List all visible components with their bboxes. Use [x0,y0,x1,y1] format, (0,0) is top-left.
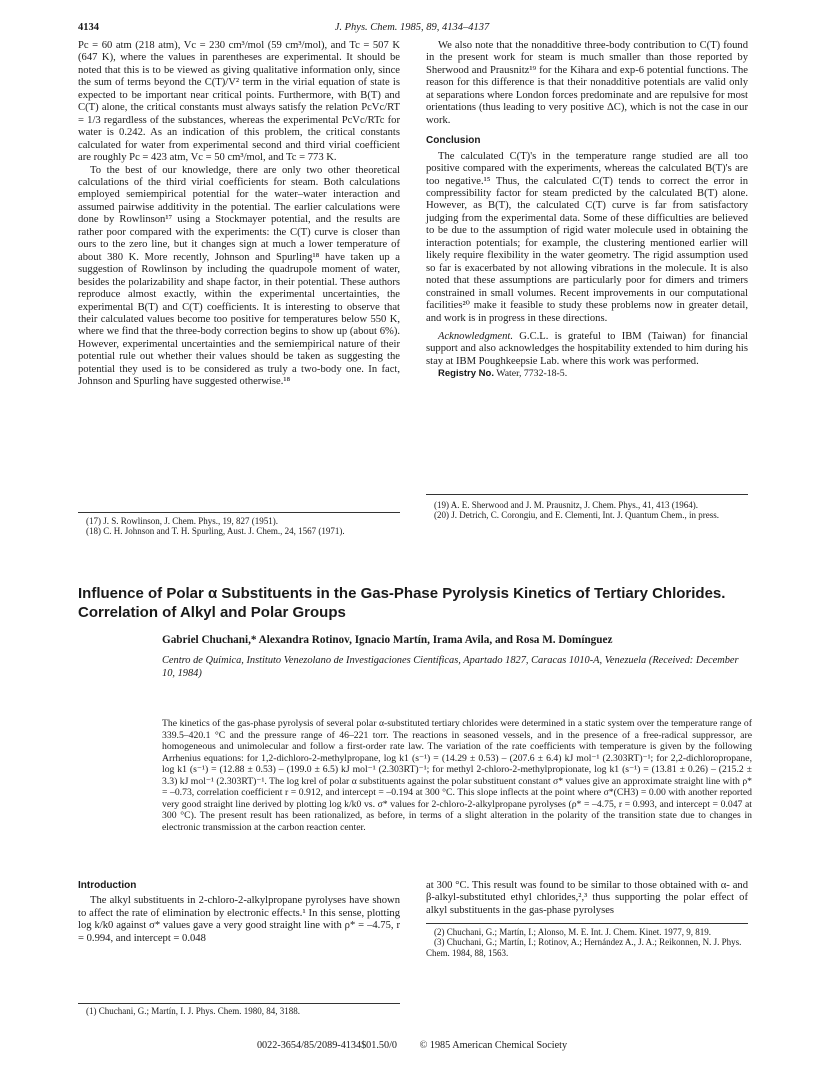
footnote-rule [78,1003,400,1004]
article-abstract: The kinetics of the gas-phase pyrolysis of several polar α-substituted tertiary chlorides were determined in a static system over the temperature range of 339.5–420.1 °C and the pressure range of 46–221 torr. The reactions in seasoned vessels, and in the presence of a free-radical suppressor, are homogeneous and unimolecular and follow a first-order rate law. The variation of the rate coefficients with temperature is given by the following Arrhenius equations: for 1,2-dichloro-2-methylpropane, log k1 (s⁻¹) = (14.29 ± 0.53) – (207.6 ± 6.4) kJ mol⁻¹ (2.303RT)⁻¹; for 2,2-dichloropropane, log k1 (s⁻¹) = (12.88 ± 0.53) – (199.0 ± 6.5) kJ mol⁻¹ (2.303RT)⁻¹; for methyl 2-chloro-2-methylpropionate, log k1 (s⁻¹) = (13.81 ± 0.26) – (215.2 ± 3.3) kJ mol⁻¹ (2.303RT)⁻¹. The log krel of polar α substituents against the polar substituent constant σ* values give an approximate straight line with ρ* = –0.73, correlation coefficient r = 0.912, and intercept = –0.194 at 300 °C. This slope inflects at the point where σ*(CH3) = 0.00 with another reported very good straight line derived by plotting log k/k0 vs. σ* values for 2-chloro-2-alkylpropane pyrolyses (ρ* = –4.75, r = 0.993, and intercept = 0.047 at 300 °C). The present result has been rationalized, as before, in terms of a slight alteration in the polarity of the transition state due to changes in electronic transmission at the carbon reaction center. [162,718,752,833]
section-heading-conclusion: Conclusion [426,135,481,147]
paragraph: Pc = 60 atm (218 atm), Vc = 230 cm³/mol (59 cm³/mol), and Tc = 507 K (647 K), where the values in parentheses are experimental. It should be noted that this is to be viewed as giving qualitative information only, since the sum of terms beyond the C(T)/V² term in the virial equation of state is expected to be important near critical points. Furthermore, with B(T) and C(T) alone, the critical constants must always satisfy the relation PcVc/RT = 1/3 regardless of the substances, whereas the experimental PcVc/RTc for water is 0.242. As an indication of this problem, the critical constants calculated for water from experimental second and third virial coefficient are roughly Pc = 423 atm, Vc = 50 cm³/mol, and Tc = 773 K. [78,40,400,164]
acknowledgment-text: G.C.L. is grateful to IBM (Taiwan) for financial support and also acknowledges the hospitability extended to him during his stay at IBM Poughkeepsie Lab. where this work was performed. [426,330,748,367]
footnote: (2) Chuchani, G.; Martín, I.; Alonso, M. E. Int. J. Chem. Kinet. 1977, 9, 819. [434,927,711,937]
footnotes-right-bottom [426,927,748,958]
page-footer [78,1040,746,1051]
running-header [78,22,746,38]
article-authors: Gabriel Chuchani,* Alexandra Rotinov, Ignacio Martín, Irama Avila, and Rosa M. Domínguez [162,634,613,646]
paragraph: at 300 °C. This result was found to be similar to those obtained with α- and β-alkyl-substituted ethyl chlorides,²,³ thus supporting the polar effect of alkyl substituents in the gas-phase pyrolyses [426,880,748,916]
footnote-rule [426,494,748,495]
affiliation-text: Centro de Química, Instituto Venezolano de Investigaciones Científicas, Apartado 1827, Caracas 1010-A, Venezuela [162,655,647,666]
footnote: (19) A. E. Sherwood and J. M. Prausnitz, J. Chem. Phys., 41, 413 (1964). [434,500,698,510]
right-column-bottom [426,880,748,917]
journal-reference: J. Phys. Chem. 1985, 89, 4134–4137 [334,22,490,33]
article-title: Influence of Polar α Substituents in the Gas-Phase Pyrolysis Kinetics of Tertiary Chlorides. Correlation of Alkyl and Polar Groups [78,585,726,621]
footnote-rule [78,512,400,513]
footnote: (17) J. S. Rowlinson, J. Chem. Phys., 19, 827 (1951). [86,516,279,526]
paragraph: The alkyl substituents in 2-chloro-2-alkylpropane pyrolyses have shown to affect the rate of elimination by electronic effects.¹ In this sense, plotting log k/k0 against σ* values gave a very good straight line with ρ* = –4.75, r = 0.994, and intercept = 0.048 [78,895,400,944]
paragraph: The calculated C(T)'s in the temperature range studied are all too positive compared with the experiments, whereas the calculated B(T)'s are too negative.¹⁵ Thus, the calculated C(T) tends to correct the error in compressibility factor for steam predicted by the calculated B(T) alone. However, as B(T), the calculated C(T) curve is far from satisfactory judging from the experimental data. Some of these difficulties are believed to be due to the assumption of rigid water molecule used in obtaining the interaction potentials; for example, the clustering mentioned earlier will likely require flexibility in the water geometry. The rigid assumption used so far is exacerbated by not allowing vibrations in the molecule. It is also noted that these assumptions are particularly poor for dimers and trimers constrained in small volumes. Recent improvements in our computational facilities²⁰ make it feasible to study these problems now in greater detail, and work is in progress in these directions. [426,150,748,324]
acknowledgment [426,331,748,368]
footnote-rule [426,923,748,924]
registry-numbers [426,368,748,380]
received-date: (Received: December 10, 1984) [162,655,739,679]
paragraph: We also note that the nonadditive three-body contribution to C(T) found in the present work for steam is much smaller than those reported by Sherwood and Prausnitz¹⁹ for the Kihara and exp-6 potential functions. The reason for this difference is that their nonadditive potentials are valid only at separations where London forces predominate and are repulsive for most orientations (thus leading to very positive ΔC), which is not the case in our work. [426,40,748,126]
paragraph: To the best of our knowledge, there are only two other theoretical calculations of the third virial coefficients for steam. Both calculations employed semiempirical potential for the water–water interaction and assumed pairwise additivity in the potential. The earlier calculations were done by Rowlinson¹⁷ using a Stockmayer potential, and the results are rather poor compared with the experiments: the C(T) curve is closer than ours to the zero line, but it changes sign at much a lower temperature of about 380 K. More recently, Johnson and Spurling¹⁸ have taken up a suggestion of Rowlinson by including the quadrupole moment of water, besides the polarizability and shape factor, in their potential. These authors reproduce almost exactly, within the experimental uncertainties, the experimental B(T) and C(T) coefficients. It is interesting to observe that their calculated values become too positive for temperatures below 550 K, where we find that the three-body correction begins to show up (about 6%). However, experimental uncertainties and the semiempirical nature of their potential rule out whether their values should be taken as suggesting the potential they used is to be considered as truly a two-body one. In fact, Johnson and Spurling have suggested otherwise.¹⁸ [78,164,400,388]
footnotes-left-bottom [78,1006,400,1016]
footnote: (3) Chuchani, G.; Martín, I.; Rotinov, A.; Hernández A., J. A.; Reikonnen, N. J. Phys. Chem. 1984, 88, 1563. [426,937,742,958]
left-column-bottom [78,880,400,945]
page-number: 4134 [78,22,99,33]
footnote: (20) J. Detrich, C. Corongiu, and E. Clementi, Int. J. Quantum Chem., in press. [434,510,719,521]
left-column-top [78,40,400,389]
section-heading-introduction: Introduction [78,880,137,891]
registry-text: Water, 7732-18-5. [493,368,568,380]
article-code: 0022-3654/85/2089-4134$01.50/0 [256,1040,398,1051]
footnotes-right-top [426,500,748,521]
footnote: (1) Chuchani, G.; Martín, I. J. Phys. Chem. 1980, 84, 3188. [86,1006,300,1016]
footnotes-left-top [78,516,400,537]
footnote: (18) C. H. Johnson and T. H. Spurling, Aust. J. Chem., 24, 1567 (1971). [86,526,345,537]
article-affiliation [162,655,752,680]
copyright: © 1985 American Chemical Society [419,1040,568,1051]
acknowledgment-label: Acknowledgment. [438,330,514,342]
right-column-top [426,40,748,381]
registry-label: Registry No. [438,368,494,380]
